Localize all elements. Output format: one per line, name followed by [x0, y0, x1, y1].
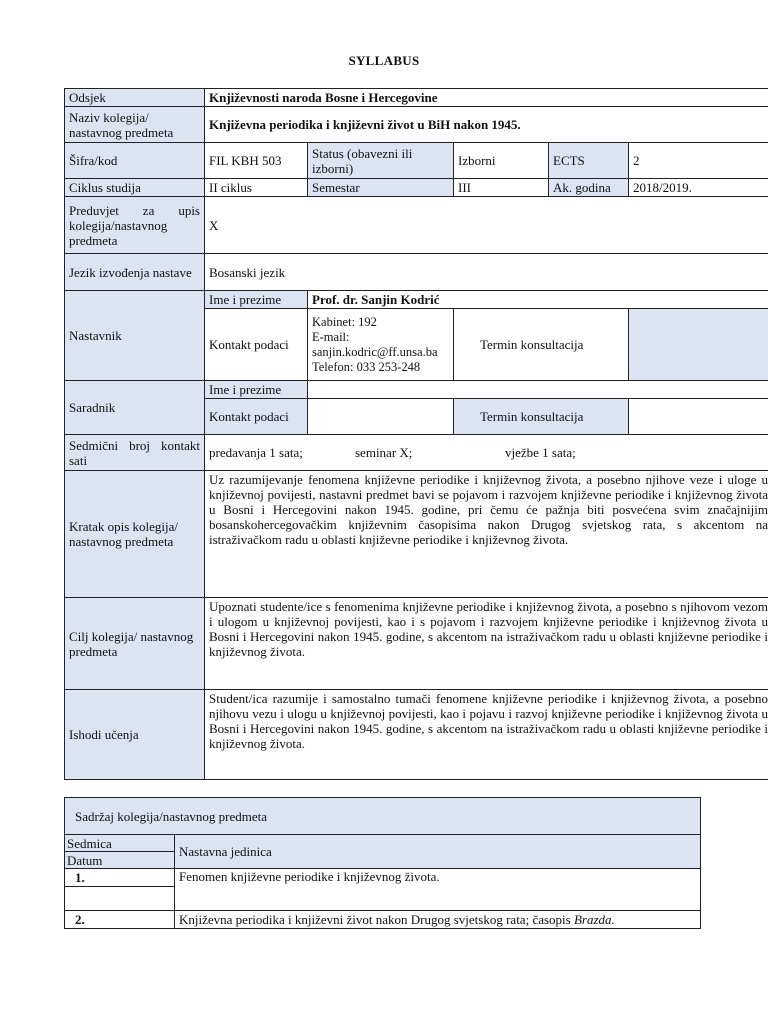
- nastavnik-termin-label: Termin konsultacija: [454, 309, 629, 381]
- sifra-value: FIL KBH 503: [205, 143, 308, 179]
- kratak-opis-text: Uz razumijevanje fenomena književne periodike i književnog života, a posebno njihove veze i uloge u književnoj povijesti, nastavni predmet bavi se pojavom i razvojem književne periodike i književnog života u Bosni i Hercegovini nakon 1945. godine, pri čemu će pažnja biti posvećena svim značajnijim bosanskohercegovačkim književnim časopisima nakon Drugog svjetskog rata, s akcentom na istraživačkom radu u oblasti književne periodike i književnog života.: [205, 471, 768, 598]
- jezik-value: Bosanski jezik: [205, 254, 768, 291]
- odsjek-value: Književnosti naroda Bosne i Hercegovine: [205, 89, 768, 107]
- saradnik-ime-label: Ime i prezime: [205, 381, 308, 399]
- nastavnik-ime-value: Prof. dr. Sanjin Kodrić: [308, 291, 768, 309]
- row-2-num: 2.: [65, 911, 175, 929]
- email-label: E-mail:: [312, 329, 350, 344]
- sedmica-label: Sedmica: [65, 835, 175, 852]
- row-2-italic: Brazda.: [573, 912, 615, 927]
- saradnik-termin-label: Termin konsultacija: [454, 399, 629, 435]
- nastavnik-kontakt-label: Kontakt podaci: [205, 309, 308, 381]
- sedmicni-label: Sedmični broj kontakt sati: [65, 435, 205, 471]
- odsjek-label: Odsjek: [65, 89, 205, 107]
- vjezbe: vježbe 1 sata;: [505, 445, 576, 460]
- row-1-num: 1.: [65, 869, 175, 887]
- nastavnik-ime-label: Ime i prezime: [205, 291, 308, 309]
- kabinet: Kabinet: 192: [312, 314, 377, 329]
- email-link[interactable]: sanjin.kodric@ff.unsa.ba: [312, 344, 438, 359]
- godina-value: 2018/2019.: [629, 179, 768, 197]
- naziv-label: Naziv kolegija/ nastavnog predmeta: [65, 107, 205, 143]
- row-2-cell: [175, 911, 701, 929]
- semestar-value: III: [454, 179, 549, 197]
- predavanja: predavanja 1 sata;: [209, 445, 303, 460]
- saradnik-kontakt-label: Kontakt podaci: [205, 399, 308, 435]
- nastavnik-label: Nastavnik: [65, 291, 205, 381]
- saradnik-kontakt-value: [308, 399, 454, 435]
- ciklus-value: II ciklus: [205, 179, 308, 197]
- row-1-date: [65, 887, 175, 911]
- jedinica-label: Nastavna jedinica: [175, 835, 701, 869]
- preduvjet-label: Preduvjet za upis kolegija/nastavnog predmeta: [65, 197, 205, 254]
- datum-label: Datum: [65, 852, 175, 869]
- saradnik-ime-value: [308, 381, 768, 399]
- cilj-label: Cilj kolegija/ nastavnog predmeta: [65, 598, 205, 690]
- preduvjet-value: X: [205, 197, 768, 254]
- sifra-label: Šifra/kod: [65, 143, 205, 179]
- syllabus-table: [64, 88, 768, 780]
- status-value: Izborni: [454, 143, 549, 179]
- kratak-opis-label: Kratak opis kolegija/ nastavnog predmeta: [65, 471, 205, 598]
- page-title: SYLLABUS: [348, 53, 420, 68]
- ects-label: ECTS: [549, 143, 629, 179]
- godina-label: Ak. godina: [549, 179, 629, 197]
- ishodi-text: Student/ica razumije i samostalno tumači fenomene književne periodike i književnog života, a posebno njihovu vezu i ulogu u književnoj povijesti, kao i pojavu i razvoj književne periodike i književnog života u Bosni i Hercegovini nakon 1945. godine, s akcentom na istraživačkom radu u oblasti književne periodike i književnog života.: [205, 690, 768, 780]
- sedmicni-value: [205, 435, 768, 471]
- nastavnik-kontakt-value: [308, 309, 454, 381]
- ishodi-label: Ishodi učenja: [65, 690, 205, 780]
- saradnik-termin-value: [629, 399, 768, 435]
- ects-value: 2: [629, 143, 768, 179]
- row-1-text: Fenomen književne periodike i književnog života.: [175, 869, 701, 911]
- sadrzaj-title: Sadržaj kolegija/nastavnog predmeta: [65, 798, 701, 835]
- semestar-label: Semestar: [308, 179, 454, 197]
- telefon: Telefon: 033 253-248: [312, 359, 421, 374]
- row-2-text: Književna periodika i književni život nakon Drugog svjetskog rata; časopis: [179, 912, 574, 927]
- status-label: Status (obavezni ili izborni): [308, 143, 454, 179]
- saradnik-label: Saradnik: [65, 381, 205, 435]
- jezik-label: Jezik izvođenja nastave: [65, 254, 205, 291]
- sadrzaj-table: [64, 797, 701, 929]
- seminar: seminar X;: [355, 445, 413, 460]
- cilj-text: Upoznati studente/ice s fenomenima književne periodike i književnog života, a posebno s njihovom vezom i ulogom u književnoj povijesti, kao i s pojavom i razvojem književne periodike i književnog života u Bosni i Hercegovini nakon 1945. godine, s akcentom na istraživačkom radu u oblasti književne periodike i književnog života.: [205, 598, 768, 690]
- ciklus-label: Ciklus studija: [65, 179, 205, 197]
- naziv-value: Književna periodika i književni život u BiH nakon 1945.: [205, 107, 768, 143]
- nastavnik-termin-value: [629, 309, 768, 381]
